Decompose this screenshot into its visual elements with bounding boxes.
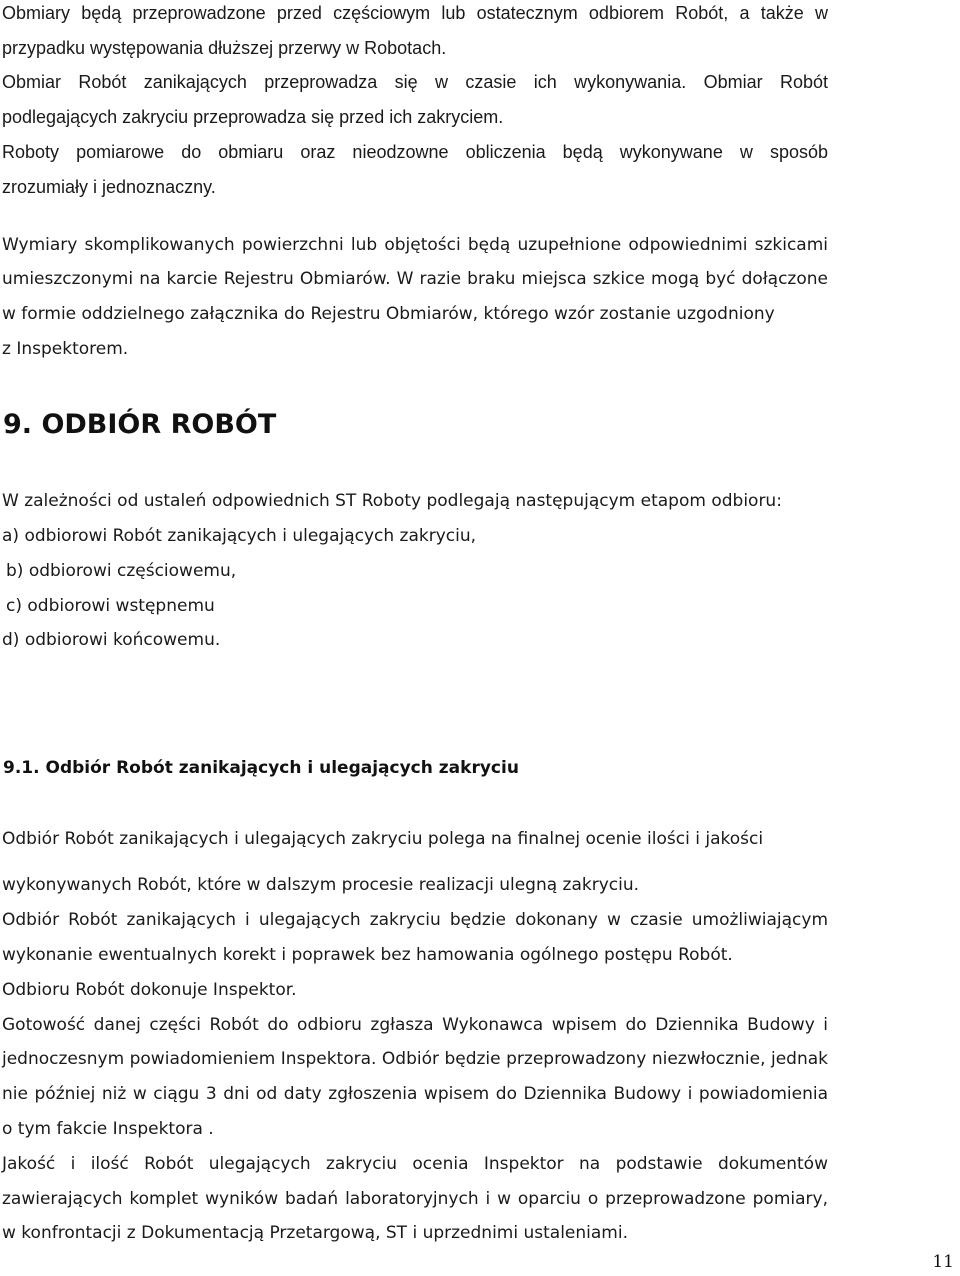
text-line: Gotowość danej części Robót do odbioru zgłasza Wykonawca wpisem do Dziennika Budowy i [2, 1015, 828, 1035]
text-line: w konfrontacji z Dokumentacją Przetargową, ST i uprzednimi ustaleniami. [2, 1223, 628, 1243]
list-item: b) odbiorowi częściowemu, [6, 561, 237, 581]
text-line: Obmiar Robót zanikających przeprowadza się w czasie ich wykonywania. Obmiar Robót [2, 72, 828, 92]
text-line: o tym fakcie Inspektora . [2, 1119, 214, 1139]
text-line: nie później niż w ciągu 3 dni od daty zgłoszenia wpisem do Dziennika Budowy i powiadomienia [2, 1084, 828, 1104]
list-item: c) odbiorowi wstępnemu [6, 596, 215, 616]
text-line: Obmiary będą przeprowadzone przed częściowym lub ostatecznym odbiorem Robót, a także w [2, 3, 828, 23]
text-line: Roboty pomiarowe do obmiaru oraz nieodzowne obliczenia będą wykonywane w sposób [2, 142, 828, 162]
text-line: Odbioru Robót dokonuje Inspektor. [2, 980, 297, 1000]
text-line: Wymiary skomplikowanych powierzchni lub objętości będą uzupełnione odpowiednimi szkicami [2, 235, 828, 255]
text-line: umieszczonymi na karcie Rejestru Obmiarów. W razie braku miejsca szkice mogą być dołączone [2, 269, 828, 289]
text-line: w formie oddzielnego załącznika do Rejestru Obmiarów, którego wzór zostanie uzgodniony [2, 304, 775, 324]
text-line: Odbiór Robót zanikających i ulegających zakryciu polega na finalnej ocenie ilości i jakości [2, 829, 764, 849]
text-line: z Inspektorem. [2, 339, 129, 359]
subsection-heading: 9.1. Odbiór Robót zanikających i ulegających zakryciu [3, 758, 519, 778]
text-line: przypadku występowania dłuższej przerwy w Robotach. [2, 38, 447, 58]
intro-text: W zależności od ustaleń odpowiednich ST Roboty podlegają następującym etapom odbioru: [2, 491, 782, 511]
text-line: podlegających zakryciu przeprowadza się przed ich zakryciem. [2, 107, 504, 127]
text-line: Jakość i ilość Robót ulegających zakryciu ocenia Inspektor na podstawie dokumentów [2, 1154, 828, 1174]
text-line: jednoczesnym powiadomieniem Inspektora. Odbiór będzie przeprowadzony niezwłocznie, jednak [2, 1049, 828, 1069]
text-line: wykonanie ewentualnych korekt i poprawek bez hamowania ogólnego postępu Robót. [2, 945, 733, 965]
text-line: Odbiór Robót zanikających i ulegających zakryciu będzie dokonany w czasie umożliwiającym [2, 910, 828, 930]
text-line: wykonywanych Robót, które w dalszym procesie realizacji ulegną zakryciu. [2, 875, 640, 895]
page-number: 11 [932, 1252, 954, 1272]
list-item: d) odbiorowi końcowemu. [2, 630, 221, 650]
text-line: zawierających komplet wyników badań laboratoryjnych i w oparciu o przeprowadzone pomiary, [2, 1189, 828, 1209]
section-heading: 9. ODBIÓR ROBÓT [3, 409, 277, 440]
list-item: a) odbiorowi Robót zanikających i ulegających zakryciu, [2, 526, 477, 546]
text-line: zrozumiały i jednoznaczny. [2, 177, 216, 197]
